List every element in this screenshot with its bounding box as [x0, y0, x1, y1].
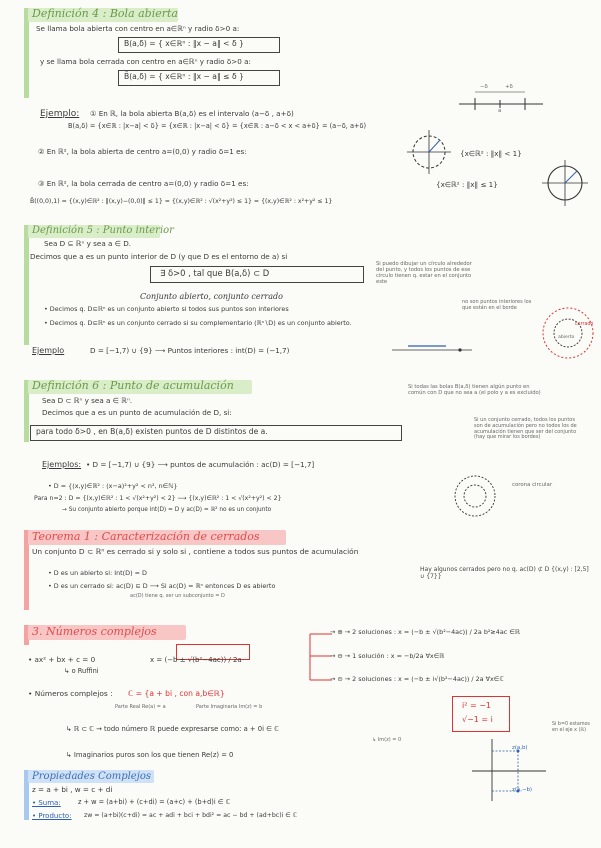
- def5-bullet2: • Decimos q. D⊆ℝⁿ es un conjunto cerrado si su complementario (ℝⁿ∖D) es un conjunto abierto.: [44, 319, 352, 327]
- def4-ej3b: B̄((0,0),1) = {(x,y)∈ℝ² : ‖(x,y)−(0,0)‖ ≤ 1} = {(x,y)∈ℝ² : √(x²+y²) ≤ 1} = {(x,y)∈ℝ² : x²+y² ≤ 1}: [30, 198, 333, 205]
- circ-label-cerrado: cerrado: [575, 322, 594, 327]
- def6-ej1: • D = [−1,7) ∪ {9} ⟶ puntos de acumulación : ac(D) = [−1,7]: [86, 460, 315, 469]
- def5-ej-label: Ejemplo: [32, 346, 65, 355]
- def4-ej2: ② En ℝ², la bola abierta de centro a=(0,0) y radio δ=1 es:: [38, 147, 247, 156]
- sec3-im: Parte Imaginaria Im(z) = b: [196, 704, 263, 710]
- sec3-c2: ↳ Imaginarios puros son los que tienen Re(z) = 0: [66, 751, 234, 759]
- def6-formula: para todo δ>0 , en B(a,δ) existen puntos de D distintos de a.: [36, 427, 268, 436]
- complex-plane: [468, 735, 550, 805]
- def5-side-note: Si puedo dibujar un círculo alrededor del punto, y todos los puntos de ese círculo tienen q. estar en el conjunto este: [376, 261, 472, 285]
- sec3-c1b: ↳ Im(z) = 0: [372, 737, 402, 743]
- def6-title: Definición 6 : Punto de acumulación: [32, 379, 234, 392]
- def5-subtitle: Conjunto abierto, conjunto cerrado: [140, 292, 283, 301]
- corona-diagram: [452, 473, 498, 519]
- teo1-line1: Un conjunto D ⊂ ℝⁿ es cerrado si y solo si , contiene a todos sus puntos de acumulación: [32, 547, 359, 556]
- sec3-eq-sol: x = (−b ± √(b²−4ac)) / 2a: [150, 656, 242, 664]
- pt-z-conj: z(a,−b): [512, 787, 532, 793]
- def4-ej-label: Ejemplo:: [40, 109, 80, 119]
- def4-ej3: ③ En ℝ², la bola cerrada de centro a=(0,0) y radio δ=1 es:: [38, 179, 249, 188]
- prop-def: z = a + bi , w = c + di: [32, 785, 113, 794]
- def4-ej3-result: {x∈ℝ² : ‖x‖ ≤ 1}: [436, 180, 498, 189]
- def6-side-note2: Si un conjunto cerrado, todos los puntos son de acumulación pero no todos los de acumulación tienen que ser del conjunto (hay que mirar los bordes): [474, 417, 577, 441]
- def4-formula2: B̄(a,δ) = { x∈ℝⁿ : ‖x − a‖ ≤ δ }: [124, 72, 244, 81]
- teo1-title: Teorema 1 : Caracterización de cerrados: [32, 530, 260, 543]
- axis-plus-delta: +δ: [505, 84, 513, 90]
- sec3-i1: i² = −1: [462, 701, 492, 710]
- def5-note-right: no son puntos interiores los que están en el borde: [462, 299, 532, 311]
- prop-suma-label: • Suma:: [32, 799, 61, 807]
- axis-minus-delta: −δ: [480, 84, 488, 90]
- def4-title: Definición 4 : Bola abierta: [32, 7, 178, 20]
- sec3-case2: → ⊖ → 1 solución : x = −b/2a ∀x∈ℝ: [330, 652, 445, 660]
- def4-line2: y se llama bola cerrada con centro en a∈ℝⁿ y radio δ>0 a:: [40, 57, 251, 66]
- open-set-diagram: [540, 305, 596, 361]
- sec3-ruffini: ↳ o Ruffini: [64, 667, 99, 675]
- prop-title: Propiedades Complejos: [32, 771, 151, 782]
- def4-ej2-result: {x∈ℝ² : ‖x‖ < 1}: [460, 149, 522, 158]
- sec3-complex-def: ℂ = {a + bi , con a,b∈ℝ}: [128, 689, 225, 698]
- prop-prod: zw = (a+bi)(c+di) = ac + adi + bci + bdi² = ac − bd + (ad+bc)i ∈ ℂ: [84, 812, 297, 819]
- def4-line1: Se llama bola abierta con centro en a∈ℝⁿ y radio δ>0 a:: [36, 24, 240, 33]
- def5-title: Definición 5 : Punto interior: [32, 225, 174, 236]
- sec3-case1: → ⊕ → 2 soluciones : x = (−b ± √(b²−4ac)) / 2a b²≥4ac ∈ℝ: [330, 628, 520, 636]
- sec3-eq: • ax² + bx + c = 0: [28, 655, 96, 664]
- sec3-i2: √−1 = i: [462, 715, 493, 724]
- teo1-side: Hay algunos cerrados pero no q. ac(D) ⊄ D {(x,y) : [2,5] ∪ {7}}: [420, 566, 589, 580]
- def6-ej4: → Su conjunto abierto porque int(D) = D y ac(D) = ℝ² no es un conjunto: [62, 507, 272, 513]
- prop-prod-label: • Producto:: [32, 812, 72, 820]
- def6-ej3: Para n=2 : D = {(x,y)∈ℝ² : 1 < √(x²+y²) < 2} ⟶ {(x,y)∈ℝ² : 1 < √(x²+y²) < 2}: [34, 495, 282, 502]
- def4-ej1a: ① En ℝ, la bola abierta B(a,δ) es el intervalo (a−δ , a+δ): [90, 109, 294, 118]
- pt-z: z(a,b): [512, 745, 528, 751]
- def6-line2: Decimos que a es un punto de acumulación de D, si:: [42, 408, 232, 417]
- def4-formula1: B(a,δ) = { x∈ℝⁿ : ‖x − a‖ < δ }: [124, 39, 244, 48]
- def5-bullet1: • Decimos q. D⊆ℝⁿ es un conjunto abierto si todos sus puntos son interiores: [44, 305, 289, 313]
- def6-ej2: • D = {(x,y)∈ℝ² : (x−a)²+y² < n², n∈ℕ}: [48, 482, 178, 490]
- def6-line1: Sea D ⊂ ℝⁿ y sea a ∈ ℝⁿ.: [42, 396, 133, 405]
- sec3-complex-label: • Números complejos :: [28, 689, 113, 698]
- def5-formula: ∃ δ>0 , tal que B(a,δ) ⊂ D: [160, 268, 270, 278]
- teo1-bullet2: • D es un cerrado si: ac(D) ⊆ D ⟶ Si ac(D) = ℝⁿ entonces D es abierto: [48, 582, 276, 590]
- corona-label: corona circular: [512, 482, 553, 488]
- circ-label-abierto: abierto: [558, 335, 575, 340]
- teo1-bullet1: • D es un abierto si: Int(D) = D: [48, 569, 147, 577]
- prop-suma: z + w = (a+bi) + (c+di) = (a+c) + (b+d)i ∈ ℂ: [78, 798, 231, 806]
- def5-line1: Sea D ⊆ ℝⁿ y sea a ∈ D.: [44, 239, 132, 248]
- interval-line: [390, 340, 475, 360]
- teo1-bullet2b: ac(D) tiene q. ser un subconjunto = D: [130, 593, 225, 599]
- section-bar-def5: [24, 225, 29, 345]
- closed-ball-diagram: [540, 158, 590, 208]
- def6-ej-label: Ejemplos:: [42, 460, 82, 469]
- def6-side-note1: Si todas las bolas B(a,δ) tienen algún punto en común con D que no sea a (el polo y a es excluido): [408, 384, 541, 396]
- sec3-c1: ↳ ℝ ⊂ ℂ → todo número ℝ puede expresarse como: a + 0i ∈ ℂ: [66, 725, 279, 733]
- sec3-title: 3. Números complejos: [32, 625, 157, 638]
- def4-ej1b: B(a,δ) = {x∈ℝ : |x−a| < δ} = {x∈ℝ : |x−a| < δ} = {x∈ℝ : a−δ < x < a+δ} = (a−δ, a+δ): [68, 122, 367, 130]
- sec3-case3: → ⊝ → 2 soluciones : x = (−b ± i√(b²−4ac)) / 2a ∀x∈ℂ: [330, 675, 504, 683]
- def5-ej: D = [−1,7) ∪ {9} ⟶ Puntos interiores : int(D) = (−1,7): [90, 346, 290, 355]
- plot-note: Si b=0 estamos en el eje x (ℝ): [552, 722, 590, 733]
- axis-a-label: a: [498, 108, 502, 114]
- sec3-re: Parte Real Re(a) = a: [115, 704, 166, 710]
- def5-line2: Decimos que a es un punto interior de D (y que D es el entorno de a) si: [30, 252, 288, 261]
- open-ball-diagram: [405, 128, 453, 176]
